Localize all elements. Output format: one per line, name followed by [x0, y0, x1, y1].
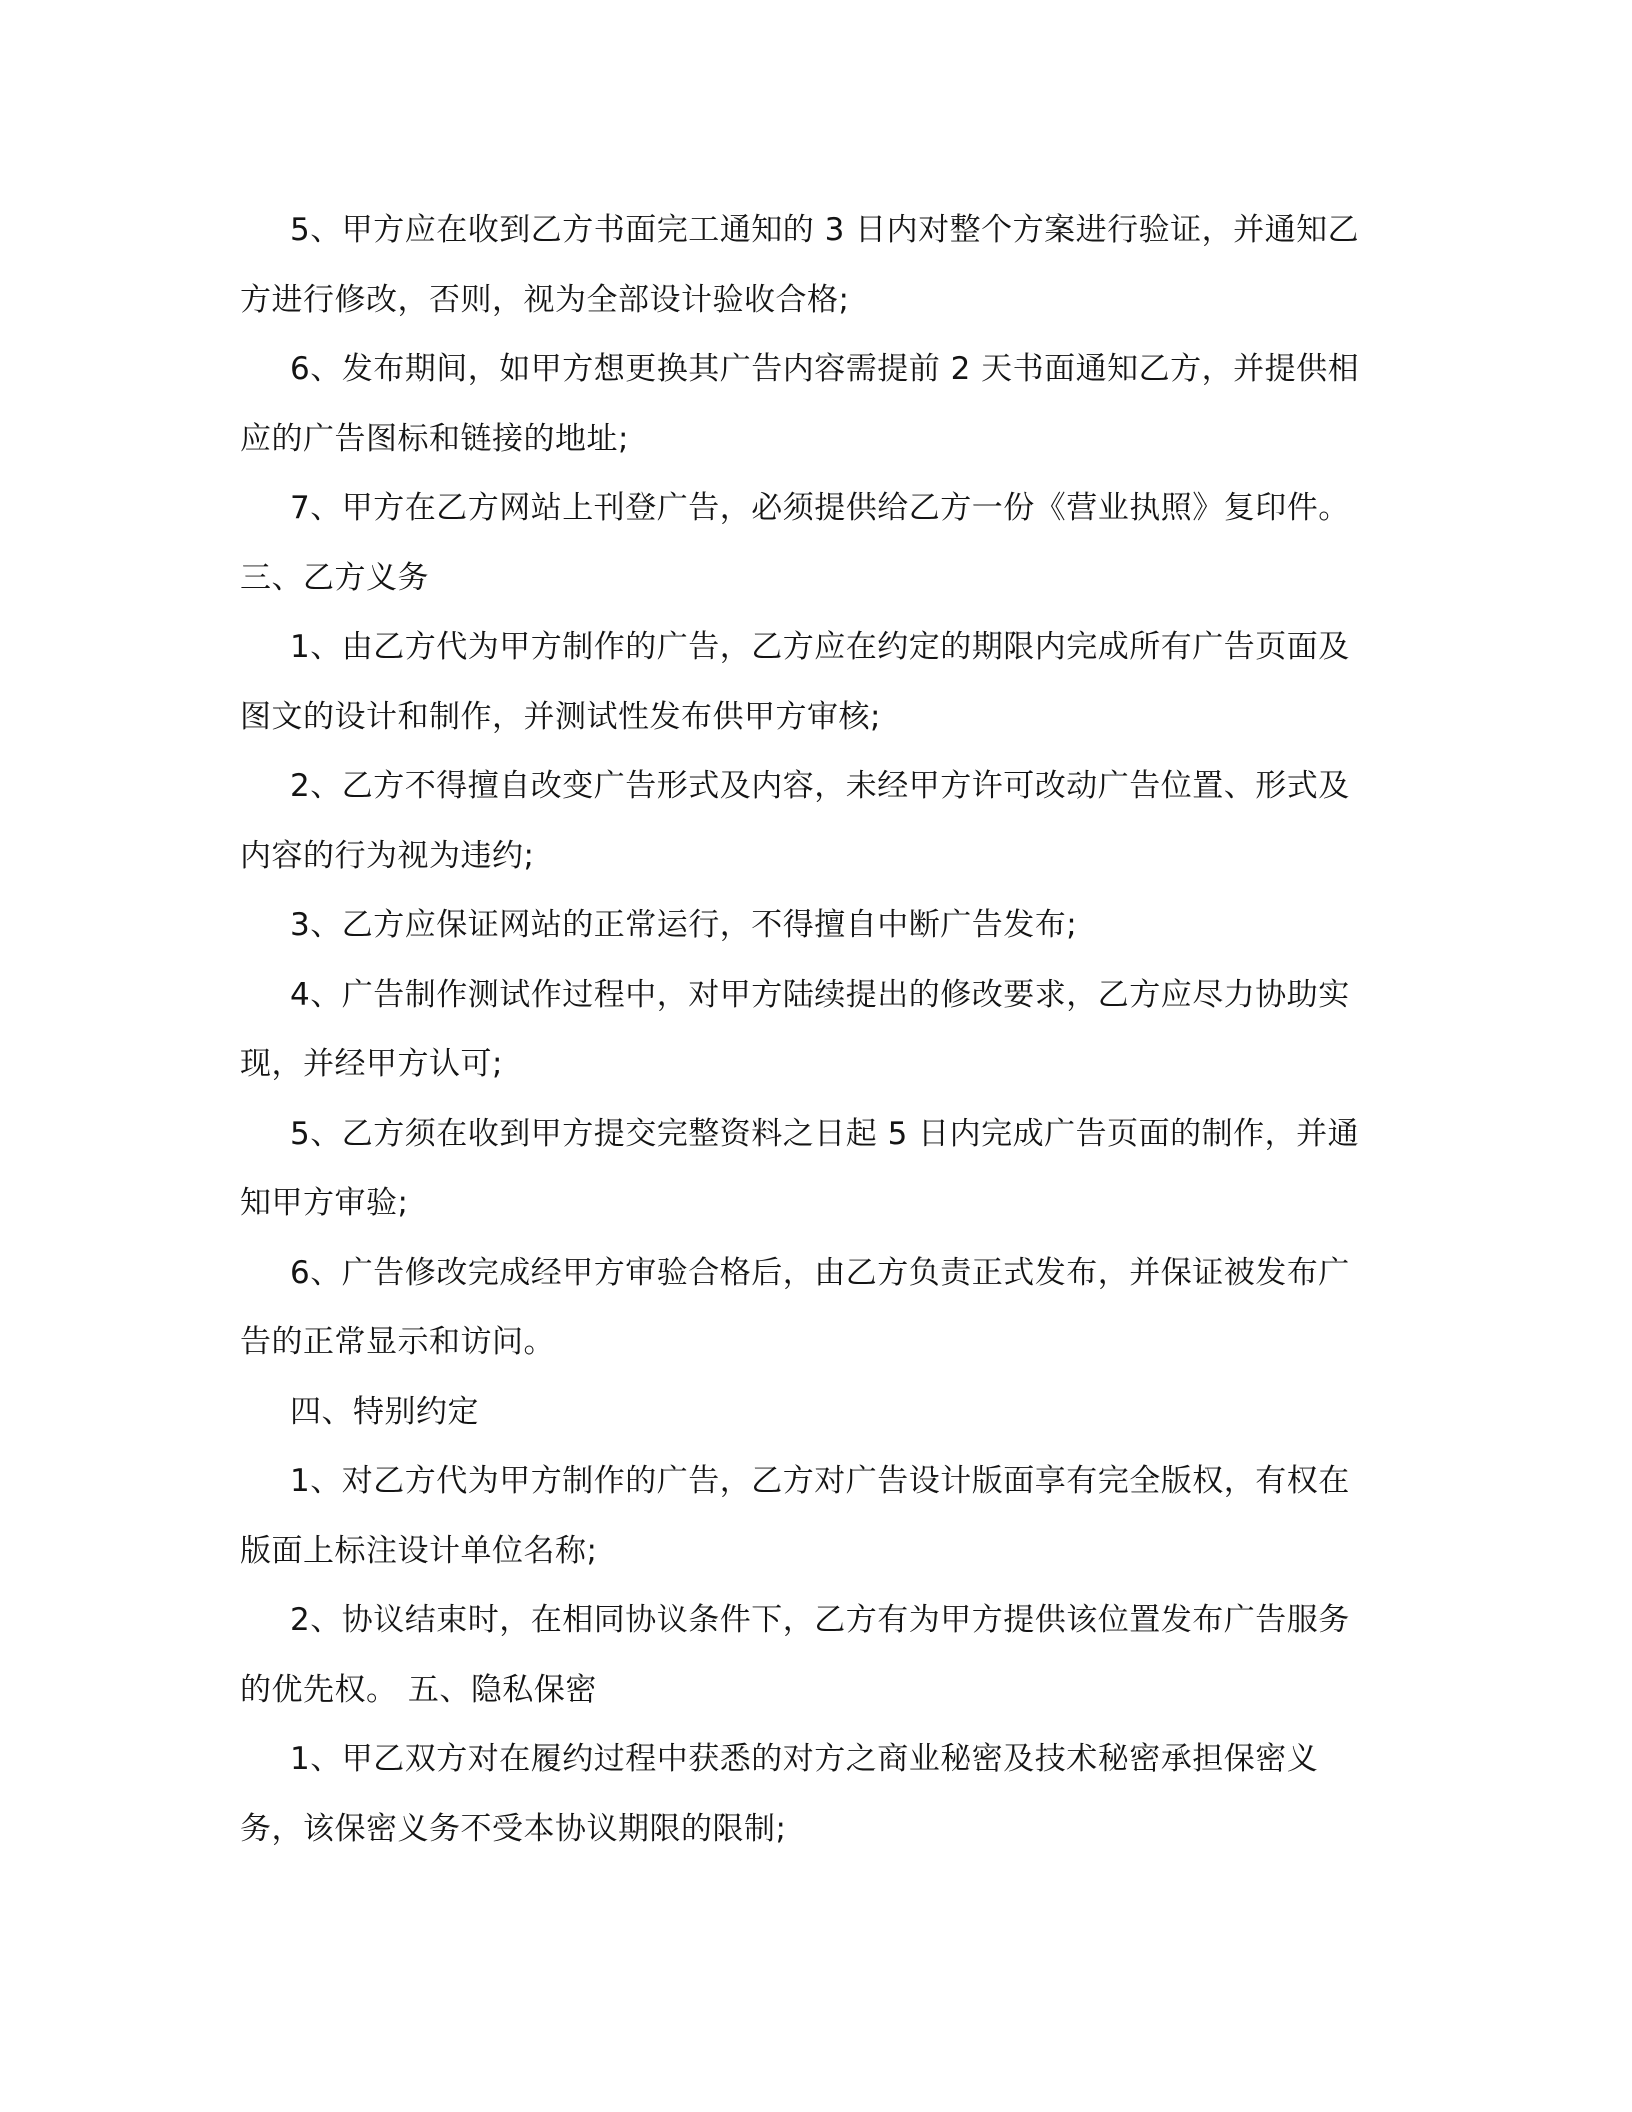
section-heading-special-terms: 四、特别约定 — [290, 1393, 479, 1430]
clause-b4-revisions: 4、广告制作测试作过程中，对甲方陆续提出的修改要求，乙方应尽力协助实现，并经甲方认可; — [240, 976, 1350, 1082]
clause-b2-no-changes: 2、乙方不得擅自改变广告形式及内容，未经甲方许可改动广告位置、形式及内容的行为视为违约; — [240, 768, 1350, 874]
clause-a6-ad-change: 6、发布期间，如甲方想更换其广告内容需提前 2 天书面通知乙方，并提供相应的广告图标和链接的地址; — [240, 351, 1360, 457]
section-heading-party-b-obligations: 三、乙方义务 — [240, 559, 429, 596]
clause-b3-operation: 3、乙方应保证网站的正常运行，不得擅自中断广告发布; — [290, 907, 1078, 943]
clause-p1-confidentiality: 1、甲乙双方对在履约过程中获悉的对方之商业秘密及技术秘密承担保密义务，该保密义务不受本协议期限的限制; — [240, 1741, 1319, 1847]
clause-s2-priority-right: 2、协议结束时，在相同协议条件下，乙方有为甲方提供该位置发布广告服务的优先权。 五、隐私保密 — [240, 1602, 1350, 1708]
clause-a7-license: 7、甲方在乙方网站上刊登广告，必须提供给乙方一份《营业执照》复印件。 — [290, 490, 1350, 526]
clause-a5-acceptance: 5、甲方应在收到乙方书面完工通知的 3 日内对整个方案进行验证，并通知乙方进行修改，否则，视为全部设计验收合格; — [240, 212, 1360, 318]
document-body — [240, 196, 1370, 1864]
clause-b5-deadline: 5、乙方须在收到甲方提交完整资料之日起 5 日内完成广告页面的制作，并通知甲方审验; — [240, 1115, 1360, 1221]
clause-b1-production: 1、由乙方代为甲方制作的广告，乙方应在约定的期限内完成所有广告页面及图文的设计和制作，并测试性发布供甲方审核; — [240, 629, 1350, 735]
clause-b6-publication: 6、广告修改完成经甲方审验合格后，由乙方负责正式发布，并保证被发布广告的正常显示和访问。 — [240, 1254, 1350, 1360]
clause-s1-copyright: 1、对乙方代为甲方制作的广告，乙方对广告设计版面享有完全版权，有权在版面上标注设计单位名称; — [240, 1463, 1350, 1569]
